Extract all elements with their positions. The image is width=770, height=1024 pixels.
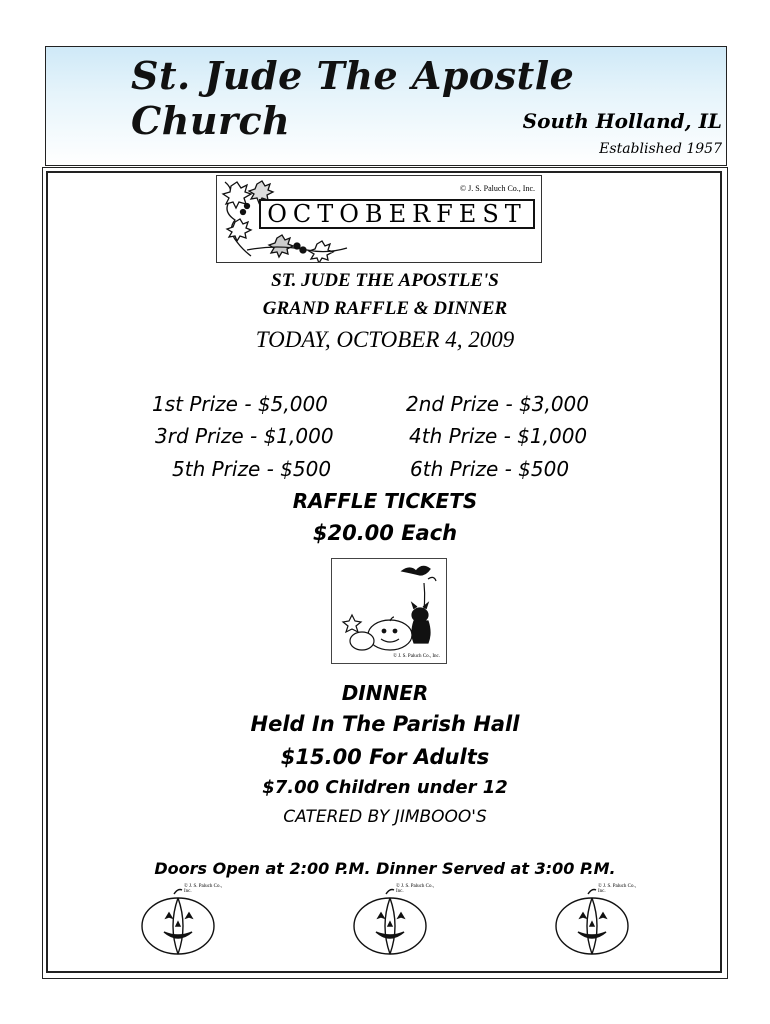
- jack-o-lantern-right: [550, 884, 636, 958]
- jack-o-lantern-icon: [136, 884, 222, 958]
- halloween-clipart: [331, 558, 447, 664]
- prize-1: 1st Prize - $5,000: [152, 392, 328, 416]
- jack-o-lantern-left: [136, 884, 222, 958]
- dinner-adult-price: $15.00 For Adults: [280, 745, 490, 769]
- dinner-location: Held In The Parish Hall: [250, 712, 520, 736]
- prize-6: 6th Prize - $500: [410, 457, 570, 481]
- pumpkin-copyright: © J. S. Paluch Co., Inc.: [396, 884, 434, 894]
- jack-o-lantern-center: [348, 884, 434, 958]
- prize-2: 2nd Prize - $3,000: [406, 392, 590, 416]
- dinner-caterer: CATERED BY JIMBOOO'S: [283, 807, 487, 827]
- dinner-times: Doors Open at 2:00 P.M. Dinner Served at 3:00 P.M.: [154, 859, 616, 878]
- prize-4: 4th Prize - $1,000: [409, 424, 588, 448]
- raffle-title-line1: ST. JUDE THE APOSTLE'S: [271, 270, 499, 291]
- raffle-tickets-price: $20.00 Each: [312, 521, 458, 545]
- jack-o-lantern-icon: [348, 884, 434, 958]
- halloween-copyright: © J. S. Paluch Co., Inc.: [393, 654, 440, 659]
- octoberfest-title: OCTOBERFEST: [259, 199, 535, 229]
- dinner-heading: DINNER: [341, 681, 429, 705]
- prize-5: 5th Prize - $500: [172, 457, 332, 481]
- church-city: South Holland, IL: [522, 109, 722, 133]
- jack-o-lantern-icon: [550, 884, 636, 958]
- prize-3: 3rd Prize - $1,000: [155, 424, 334, 448]
- dinner-child-price: $7.00 Children under 12: [262, 777, 508, 798]
- octoberfest-copyright: © J. S. Paluch Co., Inc.: [460, 184, 535, 193]
- raffle-tickets-label: RAFFLE TICKETS: [292, 489, 478, 513]
- church-title: St. Jude The Apostle Church: [131, 53, 575, 143]
- pumpkin-copyright: © J. S. Paluch Co., Inc.: [184, 884, 222, 894]
- octoberfest-banner: [216, 175, 542, 263]
- church-established: Established 1957: [599, 141, 722, 157]
- church-header: [45, 46, 727, 166]
- black-cat-pumpkin-icon: [332, 559, 446, 663]
- raffle-title-line2: GRAND RAFFLE & DINNER: [262, 298, 508, 319]
- pumpkin-copyright: © J. S. Paluch Co., Inc.: [598, 884, 636, 894]
- raffle-date: TODAY, OCTOBER 4, 2009: [255, 327, 515, 352]
